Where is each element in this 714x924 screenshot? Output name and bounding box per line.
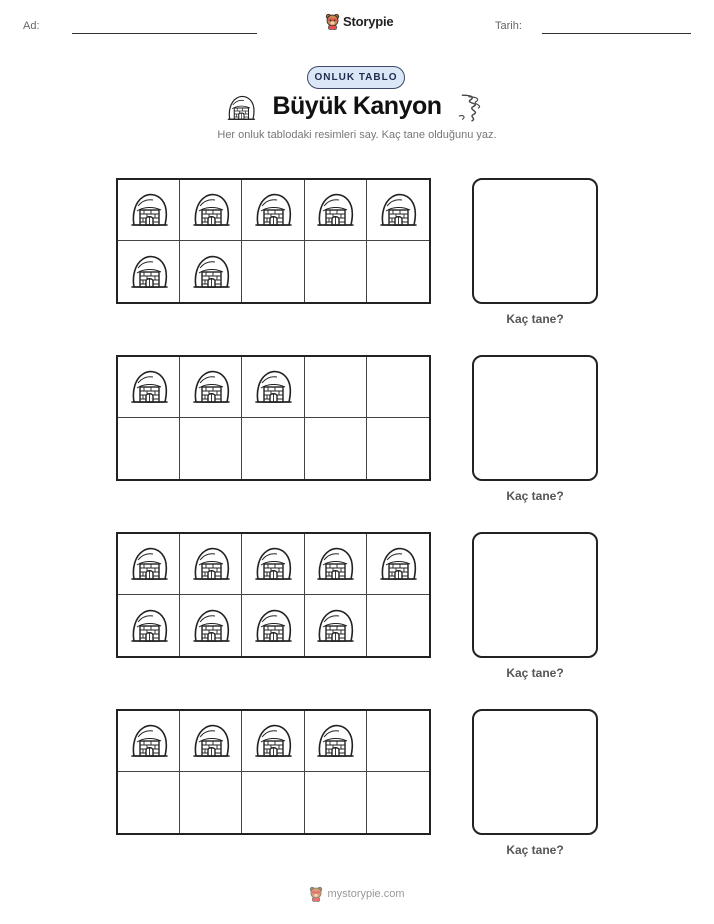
stone-hut-icon [253,367,293,407]
filled-cell [367,534,429,595]
stone-hut-icon [378,544,418,584]
filled-cell [118,241,180,302]
stone-hut-icon [191,367,231,407]
filled-cell [180,534,242,595]
empty-cell [118,418,180,479]
empty-cell [305,241,367,302]
filled-cell [242,534,304,595]
filled-cell [242,180,304,241]
footer-url: mystorypie.com [327,888,405,900]
filled-cell [180,357,242,418]
empty-cell [367,357,429,418]
page-title: Büyük Kanyon [272,92,442,120]
answer-box-4[interactable] [472,709,598,835]
brand-name: Storypie [343,14,394,29]
worksheet-type-badge: ONLUK TABLO [307,66,405,89]
filled-cell [180,711,242,772]
ten-frame-4 [116,709,431,835]
empty-cell [118,772,180,833]
name-field[interactable] [72,33,257,34]
stone-hut-icon [191,190,231,230]
filled-cell [242,711,304,772]
empty-cell [305,418,367,479]
filled-cell [180,241,242,302]
count-prompt-1: Kaç tane? [506,312,564,326]
empty-cell [242,241,304,302]
stone-hut-icon [253,721,293,761]
filled-cell [305,711,367,772]
filled-cell [118,711,180,772]
empty-cell [367,418,429,479]
filled-cell [305,180,367,241]
date-field[interactable] [542,33,691,34]
stone-hut-icon [129,190,169,230]
count-prompt-4: Kaç tane? [506,843,564,857]
empty-cell [242,418,304,479]
empty-cell [367,711,429,772]
bear-mascot-icon [325,13,340,30]
stone-hut-icon [129,606,169,646]
filled-cell [305,534,367,595]
stone-hut-icon [253,190,293,230]
answer-box-1[interactable] [472,178,598,304]
ten-frame-2 [116,355,431,481]
empty-cell [367,595,429,656]
stone-hut-icon [315,606,355,646]
wind-swirl-icon [455,92,489,124]
filled-cell [118,595,180,656]
filled-cell [118,180,180,241]
count-prompt-3: Kaç tane? [506,666,564,680]
filled-cell [180,180,242,241]
ten-frame-1 [116,178,431,304]
name-label: Ad: [23,20,40,32]
answer-box-2[interactable] [472,355,598,481]
stone-hut-icon [315,721,355,761]
empty-cell [180,772,242,833]
ten-frame-3 [116,532,431,658]
empty-cell [367,241,429,302]
answer-box-3[interactable] [472,532,598,658]
stone-hut-icon [315,190,355,230]
filled-cell [118,534,180,595]
stone-hut-icon [129,544,169,584]
filled-cell [118,357,180,418]
date-label: Tarih: [495,20,522,32]
stone-hut-icon [191,606,231,646]
stone-hut-icon [191,721,231,761]
stone-hut-icon [191,252,231,292]
stone-hut-icon [191,544,231,584]
stone-hut-icon [129,367,169,407]
stone-hut-icon [378,190,418,230]
empty-cell [180,418,242,479]
brand-logo [325,13,393,30]
stone-hut-icon [129,721,169,761]
empty-cell [305,772,367,833]
filled-cell [305,595,367,656]
empty-cell [242,772,304,833]
footer [0,886,714,902]
bear-mascot-icon [309,886,323,902]
stone-hut-icon [315,544,355,584]
count-prompt-2: Kaç tane? [506,489,564,503]
stone-hut-icon [253,544,293,584]
filled-cell [242,357,304,418]
empty-cell [305,357,367,418]
filled-cell [367,180,429,241]
empty-cell [367,772,429,833]
filled-cell [180,595,242,656]
filled-cell [242,595,304,656]
instructions: Her onluk tablodaki resimleri say. Kaç tane olduğunu yaz. [217,129,497,141]
stone-hut-icon [129,252,169,292]
stone-hut-icon [253,606,293,646]
